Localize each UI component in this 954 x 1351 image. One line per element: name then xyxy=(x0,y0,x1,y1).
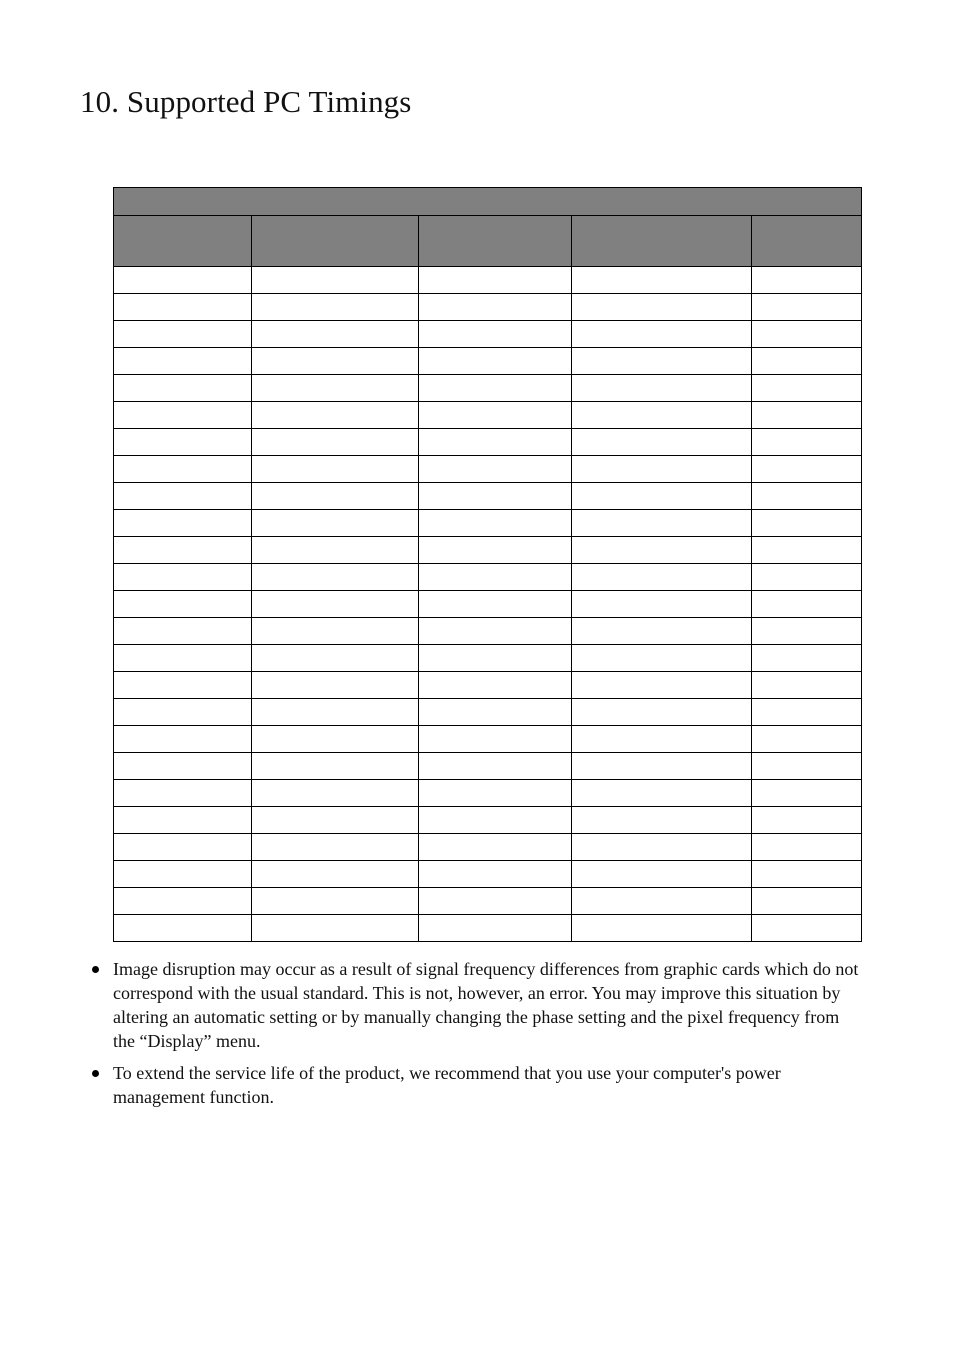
table-cell xyxy=(572,591,752,618)
table-cell xyxy=(252,699,419,726)
table-cell xyxy=(252,348,419,375)
table-cell xyxy=(114,321,252,348)
table-cell xyxy=(252,807,419,834)
table-cell xyxy=(252,267,419,294)
column-header xyxy=(252,216,419,267)
table-cell xyxy=(752,861,862,888)
table-cell xyxy=(114,429,252,456)
table-cell xyxy=(572,267,752,294)
table-cell xyxy=(572,483,752,510)
table-cell xyxy=(419,456,572,483)
table-row xyxy=(114,861,862,888)
column-header xyxy=(114,216,252,267)
table-cell xyxy=(572,915,752,942)
table-cell xyxy=(114,294,252,321)
table-cell xyxy=(419,564,572,591)
table-cell xyxy=(572,402,752,429)
table-cell xyxy=(572,429,752,456)
table-cell xyxy=(752,888,862,915)
table-banner-row xyxy=(114,188,862,216)
table-row xyxy=(114,456,862,483)
table-cell xyxy=(419,699,572,726)
table-cell xyxy=(114,915,252,942)
table-cell xyxy=(114,375,252,402)
table-cell xyxy=(572,726,752,753)
table-cell xyxy=(419,537,572,564)
table-cell xyxy=(752,267,862,294)
table-row xyxy=(114,807,862,834)
note-text: To extend the service life of the product, we recommend that you use your computer's power management function. xyxy=(113,1063,781,1107)
table-cell xyxy=(252,618,419,645)
table-row xyxy=(114,726,862,753)
bullet-icon xyxy=(92,1070,99,1077)
table-row xyxy=(114,753,862,780)
table-cell xyxy=(572,537,752,564)
column-header xyxy=(752,216,862,267)
table-cell xyxy=(752,483,862,510)
table-row xyxy=(114,321,862,348)
table-cell xyxy=(252,780,419,807)
table-cell xyxy=(752,672,862,699)
table-row xyxy=(114,645,862,672)
table-cell xyxy=(252,834,419,861)
table-cell xyxy=(752,456,862,483)
table-row xyxy=(114,780,862,807)
table-cell xyxy=(752,807,862,834)
table-cell xyxy=(419,429,572,456)
table-cell xyxy=(252,429,419,456)
table-row xyxy=(114,267,862,294)
table-cell xyxy=(114,807,252,834)
table-cell xyxy=(114,672,252,699)
table-cell xyxy=(572,780,752,807)
table-cell xyxy=(252,591,419,618)
table-cell xyxy=(419,618,572,645)
table-cell xyxy=(419,402,572,429)
table-cell xyxy=(572,375,752,402)
table-cell xyxy=(252,402,419,429)
table-cell xyxy=(419,861,572,888)
table-cell xyxy=(572,321,752,348)
bullet-icon xyxy=(92,966,99,973)
notes-list xyxy=(90,957,865,1117)
table-cell xyxy=(252,483,419,510)
table-cell xyxy=(114,780,252,807)
table-cell xyxy=(252,888,419,915)
table-row xyxy=(114,915,862,942)
note-text: Image disruption may occur as a result of signal frequency differences from graphic cards which do not correspond with the usual standard. This is not, however, an error. You may improve this situation by altering an automatic setting or by manually changing the phase setting and the pixel frequency from the “Display” menu. xyxy=(113,959,859,1051)
table-cell xyxy=(114,888,252,915)
table-cell xyxy=(252,456,419,483)
table-cell xyxy=(419,780,572,807)
table-row xyxy=(114,672,862,699)
table-cell xyxy=(252,915,419,942)
table-cell xyxy=(572,564,752,591)
table-cell xyxy=(752,564,862,591)
table-cell xyxy=(114,645,252,672)
table-row xyxy=(114,294,862,321)
table-cell xyxy=(114,753,252,780)
table-cell xyxy=(572,807,752,834)
table-row xyxy=(114,348,862,375)
table-cell xyxy=(752,699,862,726)
table-cell xyxy=(752,915,862,942)
table-cell xyxy=(752,375,862,402)
table-row xyxy=(114,618,862,645)
table-row xyxy=(114,834,862,861)
table-cell xyxy=(572,510,752,537)
table-row xyxy=(114,591,862,618)
table-cell xyxy=(252,375,419,402)
table-cell xyxy=(252,861,419,888)
table-cell xyxy=(252,753,419,780)
table-cell xyxy=(252,537,419,564)
table-cell xyxy=(752,537,862,564)
table-cell xyxy=(752,294,862,321)
page-title: 10. Supported PC Timings xyxy=(80,84,412,119)
table-cell xyxy=(419,591,572,618)
table-cell xyxy=(419,807,572,834)
table-row xyxy=(114,564,862,591)
table-cell xyxy=(419,483,572,510)
table-cell xyxy=(419,348,572,375)
table-cell xyxy=(419,672,572,699)
table-cell xyxy=(114,726,252,753)
table-cell xyxy=(114,483,252,510)
table-cell xyxy=(419,915,572,942)
table-cell xyxy=(114,618,252,645)
table-cell xyxy=(572,672,752,699)
note-item xyxy=(90,957,865,1053)
table-cell xyxy=(752,402,862,429)
table-cell xyxy=(572,618,752,645)
table-header-row xyxy=(114,216,862,267)
table-cell xyxy=(752,780,862,807)
table-cell xyxy=(752,429,862,456)
table-cell xyxy=(752,510,862,537)
table-cell xyxy=(114,564,252,591)
table-cell xyxy=(252,672,419,699)
table-row xyxy=(114,510,862,537)
table-cell xyxy=(114,591,252,618)
table-cell xyxy=(572,834,752,861)
table-cell xyxy=(752,348,862,375)
table-cell xyxy=(572,888,752,915)
table-cell xyxy=(572,699,752,726)
table-cell xyxy=(419,510,572,537)
table-row xyxy=(114,429,862,456)
table-cell xyxy=(114,699,252,726)
table-cell xyxy=(419,726,572,753)
table-cell xyxy=(252,294,419,321)
table-cell xyxy=(419,753,572,780)
table-cell xyxy=(572,348,752,375)
table-cell xyxy=(419,888,572,915)
table-cell xyxy=(752,645,862,672)
table-cell xyxy=(252,321,419,348)
table-cell xyxy=(252,564,419,591)
table-row xyxy=(114,483,862,510)
table-row xyxy=(114,375,862,402)
table-cell xyxy=(419,267,572,294)
column-header xyxy=(419,216,572,267)
table-row xyxy=(114,699,862,726)
table-cell xyxy=(752,834,862,861)
table-cell xyxy=(252,645,419,672)
table-row xyxy=(114,888,862,915)
table-cell xyxy=(114,348,252,375)
table-cell xyxy=(114,537,252,564)
table-cell xyxy=(572,294,752,321)
table-cell xyxy=(752,618,862,645)
table-cell xyxy=(572,753,752,780)
table-body xyxy=(114,267,862,942)
supported-timings-table xyxy=(113,187,862,942)
table-cell xyxy=(114,834,252,861)
table-cell xyxy=(419,294,572,321)
table-cell xyxy=(419,645,572,672)
note-item xyxy=(90,1061,865,1109)
table-cell xyxy=(752,726,862,753)
table-cell xyxy=(572,645,752,672)
table-cell xyxy=(114,402,252,429)
table-cell xyxy=(114,456,252,483)
table-cell xyxy=(572,861,752,888)
table-banner xyxy=(114,188,862,216)
column-header xyxy=(572,216,752,267)
table-cell xyxy=(114,861,252,888)
table-cell xyxy=(419,321,572,348)
table-cell xyxy=(419,375,572,402)
table-cell xyxy=(114,267,252,294)
table-row xyxy=(114,537,862,564)
table-cell xyxy=(419,834,572,861)
table-cell xyxy=(252,510,419,537)
table-cell xyxy=(114,510,252,537)
table-cell xyxy=(752,321,862,348)
table-cell xyxy=(752,591,862,618)
table-cell xyxy=(752,753,862,780)
table-cell xyxy=(572,456,752,483)
table-cell xyxy=(252,726,419,753)
table-row xyxy=(114,402,862,429)
